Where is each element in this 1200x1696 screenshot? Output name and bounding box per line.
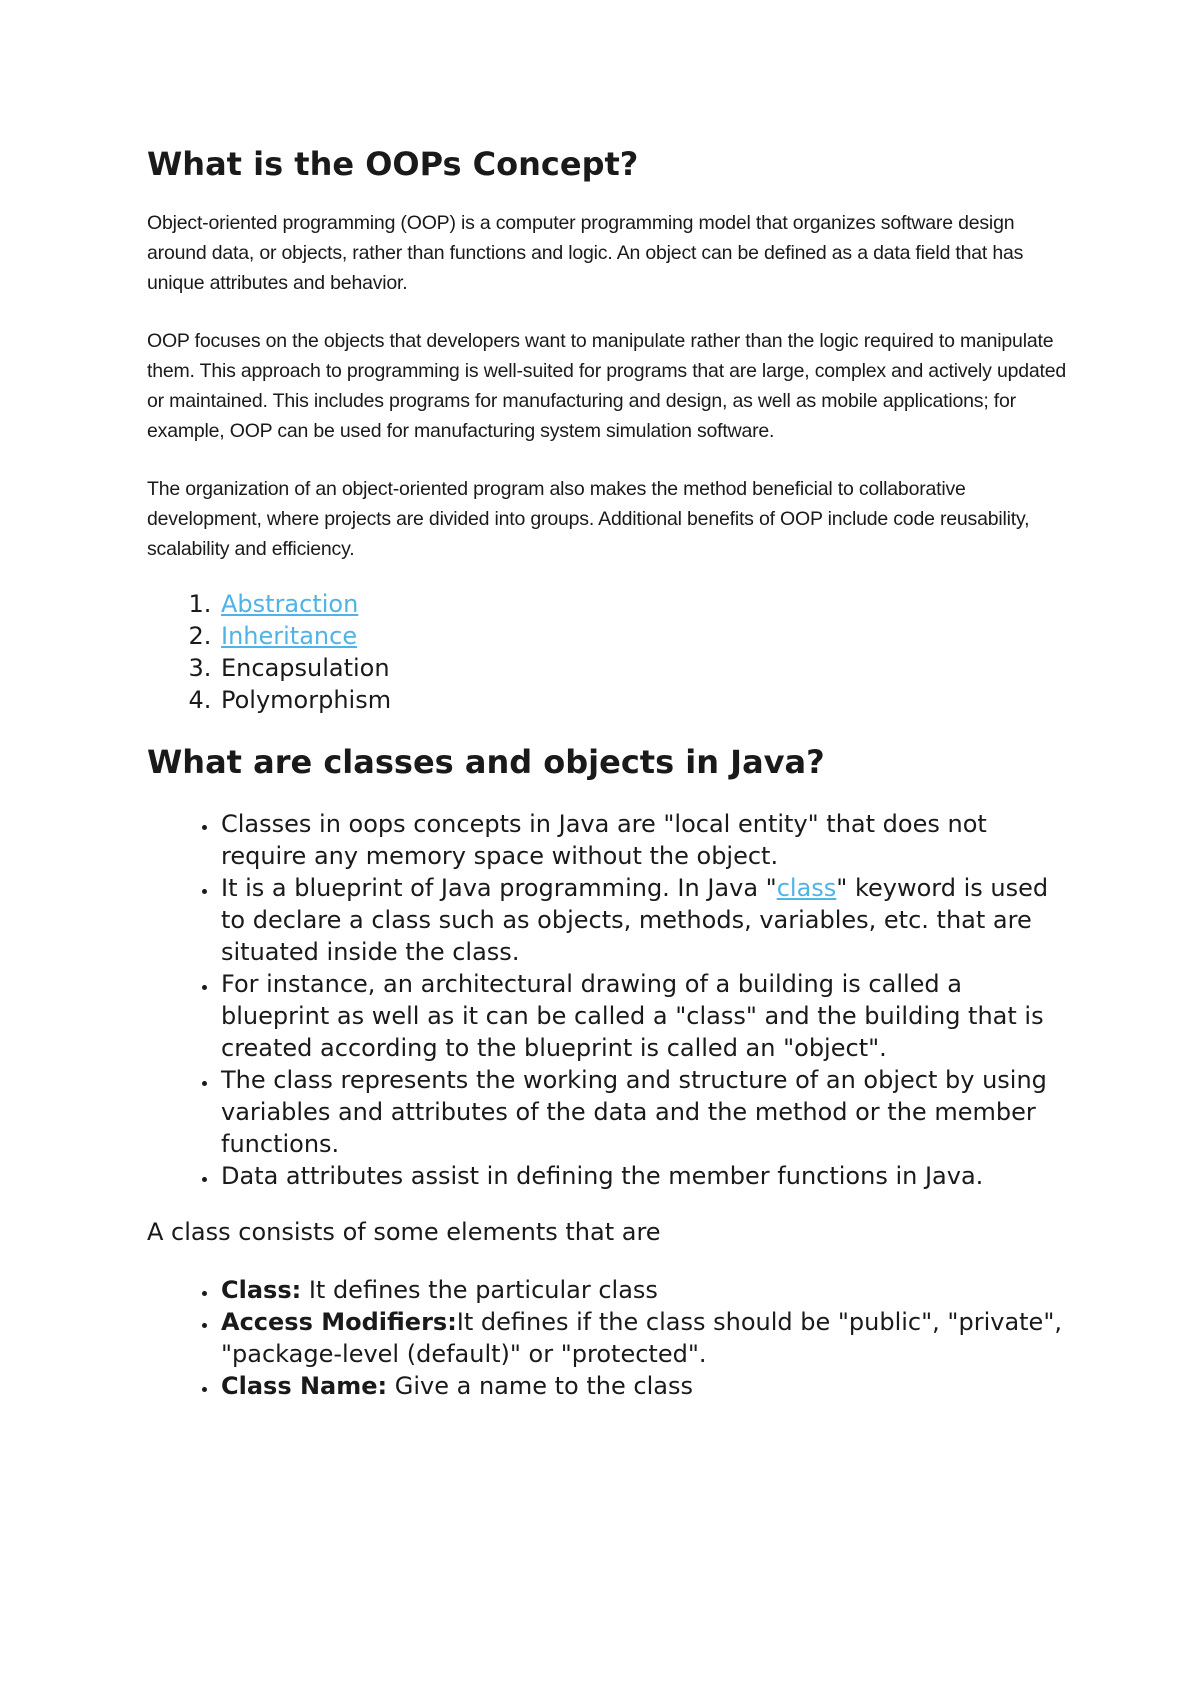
- bullet-text: The class represents the working and structure of an object by using variables and attributes of the data and the method or the member functions.: [221, 1066, 1047, 1158]
- list-item: [219, 588, 1067, 620]
- element-term: Access Modifiers:: [221, 1308, 457, 1336]
- element-description: It defines if the class should be "public", "private", "package-level (default)" or "protected".: [221, 1308, 1062, 1368]
- list-item: [219, 1306, 1067, 1370]
- document-content: [147, 140, 1067, 1402]
- list-item: [219, 1160, 1067, 1192]
- list-item: [219, 1274, 1067, 1306]
- list-item: [219, 620, 1067, 652]
- class-elements-list: [147, 1274, 1067, 1402]
- paragraph-oop-focus: OOP focuses on the objects that developers want to manipulate rather than the logic required to manipulate them. This approach to programming is well-suited for programs that are large, complex and actively updated or maintained. This includes programs for manufacturing and design, as well as mobile applications; for example, OOP can be used for manufacturing system simulation software.: [147, 330, 1067, 442]
- list-item: [219, 968, 1067, 1064]
- paragraph-oop-definition: Object-oriented programming (OOP) is a computer programming model that organizes software design around data, or objects, rather than functions and logic. An object can be defined as a data field that has unique attributes and behavior.: [147, 212, 1024, 294]
- list-item: [219, 872, 1067, 968]
- inheritance-link[interactable]: Inheritance: [221, 622, 358, 650]
- list-item: [219, 808, 1067, 872]
- element-term: Class:: [221, 1276, 302, 1304]
- heading-oops-concept: What is the OOPs Concept?: [147, 145, 639, 183]
- bullet-text: For instance, an architectural drawing of a building is called a blueprint as well as it can be called a "class" and the building that is created according to the blueprint is called an "object".: [221, 970, 1044, 1062]
- bullet-text-before-link: It is a blueprint of Java programming. In Java ": [221, 874, 777, 902]
- bullet-text: Classes in oops concepts in Java are "local entity" that does not require any memory space without the object.: [221, 810, 987, 870]
- classes-bullet-list: [147, 808, 1067, 1192]
- list-item-label: Encapsulation: [221, 654, 390, 682]
- list-item: [219, 652, 1067, 684]
- element-term: Class Name:: [221, 1372, 388, 1400]
- element-description: It defines the particular class: [301, 1276, 658, 1304]
- class-elements-intro: A class consists of some elements that are: [147, 1218, 661, 1246]
- list-item: [219, 684, 1067, 716]
- oop-concepts-list: [147, 588, 1067, 716]
- paragraph-oop-benefits: The organization of an object-oriented program also makes the method beneficial to collaborative development, where projects are divided into groups. Additional benefits of OOP include code reusability, scalability and efficiency.: [147, 478, 1030, 560]
- heading-classes-objects: What are classes and objects in Java?: [147, 743, 825, 781]
- class-keyword-link[interactable]: class: [776, 874, 837, 902]
- bullet-text-after-link: " keyword is used to declare a class such as objects, methods, variables, etc. that are situated inside the class.: [221, 874, 1049, 966]
- bullet-text: Data attributes assist in defining the member functions in Java.: [221, 1162, 984, 1190]
- element-description: Give a name to the class: [387, 1372, 693, 1400]
- abstraction-link[interactable]: Abstraction: [221, 590, 359, 618]
- list-item: [219, 1370, 1067, 1402]
- list-item: [219, 1064, 1067, 1160]
- list-item-label: Polymorphism: [221, 686, 392, 714]
